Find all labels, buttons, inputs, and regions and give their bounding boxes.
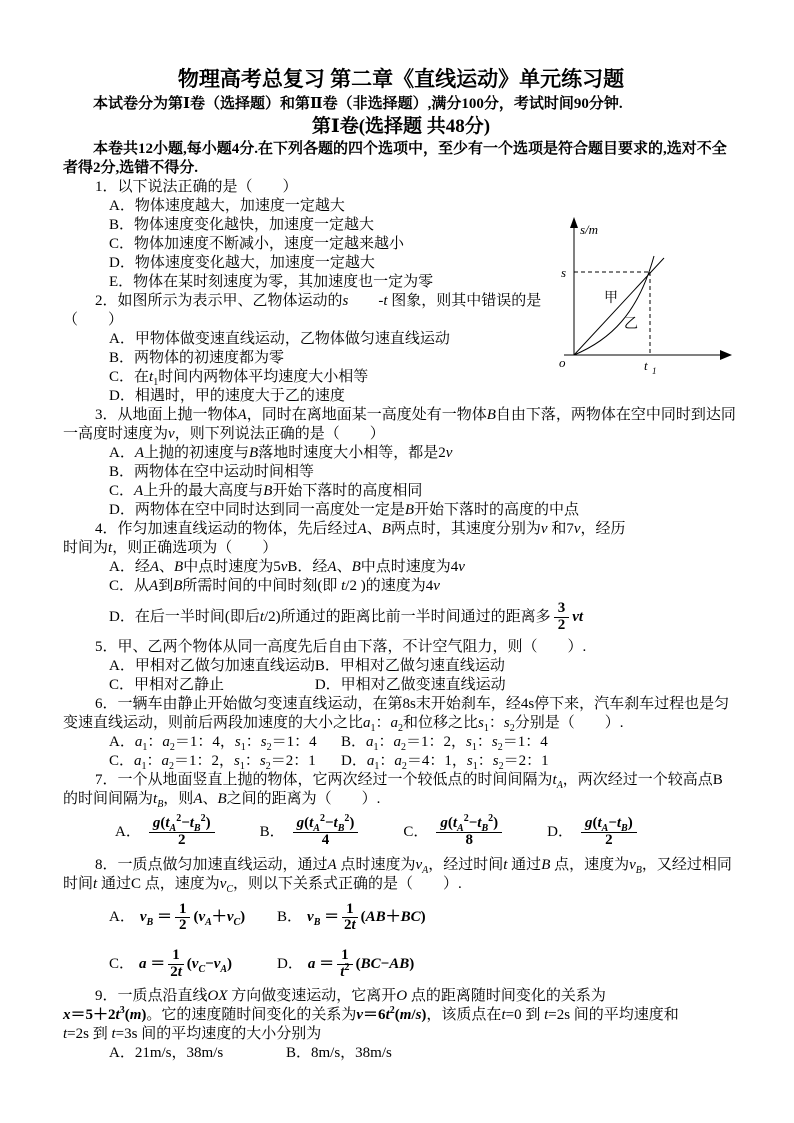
question-9 (63, 987, 739, 1063)
y-axis-label: s/m (580, 222, 599, 237)
section-title: 第Ⅰ卷(选择题 共48分) (311, 116, 491, 137)
formula-option: D． a ＝ $\frac{1}{t^2}$ (BC−AB) (277, 947, 415, 980)
exam-info: 本试卷分为第Ⅰ卷（选择题）和第Ⅱ卷（非选择题）,满分100分，考试时间90分钟. (93, 96, 623, 112)
t1-tick-sub: 1 (652, 366, 657, 376)
option: A．经A、B中点时速度为5v (109, 559, 288, 575)
question-5 (63, 638, 739, 695)
question-4-option-c: C．从A到B所需时间的中间时刻(即 t/2 )的速度为4v (109, 578, 440, 594)
origin-label: o (559, 355, 566, 370)
question-6-stem: 6．一辆车由静止开始做匀变速直线运动，在第8s末开始刹车，经4s停下来，汽车刹车过程也是匀变速直线运动，则前后两段加速度的大小之比$a_1$：$a_2$和位移之比$s_1$：$s_2$分别是（ ）. (63, 696, 730, 734)
t1-tick-label: t (644, 358, 648, 373)
option: E．物体在某时刻速度为零，其加速度也一定为零 (109, 274, 434, 290)
formula-option: C． a ＝ $\frac{1}{2t}$ $(v_C-v_A)$ (109, 947, 233, 980)
option: D．$a_1$：$a_2=4$：1，$s_1$：$s_2=2$：1 (341, 753, 549, 772)
fraction: $\frac{1}{2t}$ (344, 900, 356, 934)
question-4-option-d (109, 600, 739, 634)
option: B．8m/s，38m/s (286, 1044, 392, 1061)
option: C．甲相对乙静止 (109, 677, 225, 693)
s-tick-label: s (561, 265, 567, 280)
option: B．两物体在空中运动时间相等 (109, 464, 315, 480)
formula-option: A． $\frac{g(t_A^2-t_B^2)}{2}$ (115, 816, 218, 849)
line-jia (574, 258, 664, 355)
st-graph (554, 214, 746, 384)
page-title: 物理高考总复习 第二章《直线运动》单元练习题 (177, 67, 625, 91)
question-6-options (109, 733, 739, 771)
option: B．经A、B中点时速度为4v (287, 559, 465, 575)
question-8 (63, 856, 739, 981)
option: A．21m/s，38m/s (109, 1044, 224, 1061)
option: D．相遇时，甲的速度大于乙的速度 (109, 388, 345, 404)
fraction: $\frac{g(t_A^2-t_B^2)}{8}$ (436, 816, 502, 849)
option: A．$a_1$：$a_2=1$：4，$s_1$：$s_2=1$：4 (109, 734, 317, 753)
fraction: $\frac{1}{2}$ (175, 902, 191, 935)
instructions: 本卷共12小题,每小题4分.在下列各题的四个选项中，至少有一个选项是符合题目要求的,选对不全者得2分,选错不得分. (63, 141, 727, 176)
option: B．两物体的初速度都为零 (109, 350, 285, 366)
question-7-options (115, 813, 739, 849)
question-4 (63, 520, 739, 634)
formula-option: C． $\frac{g(t_A^2-t_B^2)}{8}$ (403, 816, 505, 849)
question-4-stem: 4．作匀加速直线运动的物体，先后经过A、B两点时，其速度分别为v 和7v，经历 时间为t，则正确选项为（ ） (63, 521, 626, 556)
question-8-options (109, 902, 739, 981)
formula-option: B． $\frac{g(t_A^2-t_B^2)}{4}$ (260, 816, 362, 849)
question-5-stem: 5．甲、乙两个物体从同一高度先后自由下落，不计空气阻力，则（ ）. (95, 639, 587, 655)
fraction: $\frac{g(t_A-t_B)}{2}$ (581, 816, 637, 849)
option: C．A上升的最大高度与B开始下落时的高度相同 (109, 483, 423, 499)
fraction: $\frac{3}{2}$ (554, 601, 570, 634)
option: A．物体速度越大，加速度一定越大 (109, 198, 345, 214)
fraction: $\frac{g(t_A^2-t_B^2)}{4}$ (293, 816, 359, 849)
option: D．甲相对乙做变速直线运动 (314, 677, 506, 693)
question-8-stem: 8．一质点做匀加速直线运动，通过A 点时速度为$v_A$，经过时间t 通过B 点，速度为$v_B$，又经过相同时间t 通过C 点，速度为$v_C$，则以下关系式正确的是（ ）. (63, 856, 732, 895)
option: B．物体速度变化越快，加速度一定越大 (109, 217, 375, 233)
question-6 (63, 695, 739, 771)
option: A．甲物体做变速直线运动，乙物体做匀速直线运动 (109, 331, 450, 347)
formula-option: A． $v_B$ ＝ $\frac{1}{2}$ $(v_A+v_C)$ (109, 900, 246, 934)
line-jia-label: 甲 (604, 291, 618, 306)
question-2-stem: 2．如图所示为表示甲、乙物体运动的s -t 图象，则其中错误的是 （ ） (63, 293, 542, 328)
question-9-stem: 9．一质点沿直线OX 方向做变速运动，它离开O 点的距离随时间变化的关系为 $x=5+2t^3(m)$。它的速度随时间变化的关系为$v=6t^2(m/s)$，该质点在t=0 到 t=2s 间的平均速度和 t=2s 到 t=3s 间的平均速度的大小分别为 (63, 987, 679, 1042)
x-axis-arrow-icon (720, 350, 732, 360)
option: D．两物体在空中同时达到同一高度处一定是B开始下落时的高度的中点 (109, 502, 580, 518)
option: B．甲相对乙做匀速直线运动 (314, 658, 505, 674)
question-3 (63, 406, 739, 520)
question-5-options (109, 657, 739, 695)
option: A．甲相对乙做匀加速直线运动 (109, 658, 315, 674)
option: B．$a_1$：$a_2=1$：2，$s_1$：$s_2=1$：4 (341, 734, 548, 753)
formula-option: D．在后一半时间(即后t/2)所通过的距离比前一半时间通过的距离多 $\frac{3}{2}$ vt (109, 599, 584, 633)
option: C．$a_1$：$a_2=1$：2，$s_1$：$s_2=2$：1 (109, 753, 316, 772)
formula-option: B． $v_B$ ＝ $\frac{1}{2t}$ (AB＋BC) (277, 900, 426, 934)
option: D．物体速度变化越大，加速度一定越大 (109, 255, 375, 271)
question-7 (63, 771, 739, 849)
curve-yi-label: 乙 (624, 317, 638, 332)
question-7-stem: 7．一个从地面竖直上抛的物体，它两次经过一个较低点的时间间隔为$t_A$，两次经过一个较高点B 的时间间隔为$t_B$，则A、B之间的距离为（ ）. (63, 772, 723, 810)
question-1-stem: 1．以下说法正确的是（ ） (95, 179, 298, 195)
y-axis-arrow-icon (570, 217, 578, 228)
question-4-options-ab (109, 558, 739, 577)
question-9-options (109, 1044, 739, 1063)
option: C．物体加速度不断减小，速度一定越来越小 (109, 236, 405, 252)
option: C．在$t_1$时间内两物体平均速度大小相等 (109, 369, 369, 388)
question-3-stem: 3．从地面上抛一物体A，同时在离地面某一高度处有一物体B自由下落，两物体在空中同时到达同一高度时速度为v，则下列说法正确的是（ ） (63, 407, 736, 442)
question-3-options (63, 444, 739, 520)
fraction: $\frac{g(t_A^2-t_B^2)}{2}$ (149, 816, 215, 849)
fraction: $\frac{1}{t^2}$ (337, 948, 353, 981)
option: A．A上抛的初速度与B落地时速度大小相等，都是2v (109, 445, 453, 461)
fraction: $\frac{1}{2t}$ (170, 947, 182, 980)
formula-option: D． $\frac{g(t_A-t_B)}{2}$ (547, 816, 640, 849)
